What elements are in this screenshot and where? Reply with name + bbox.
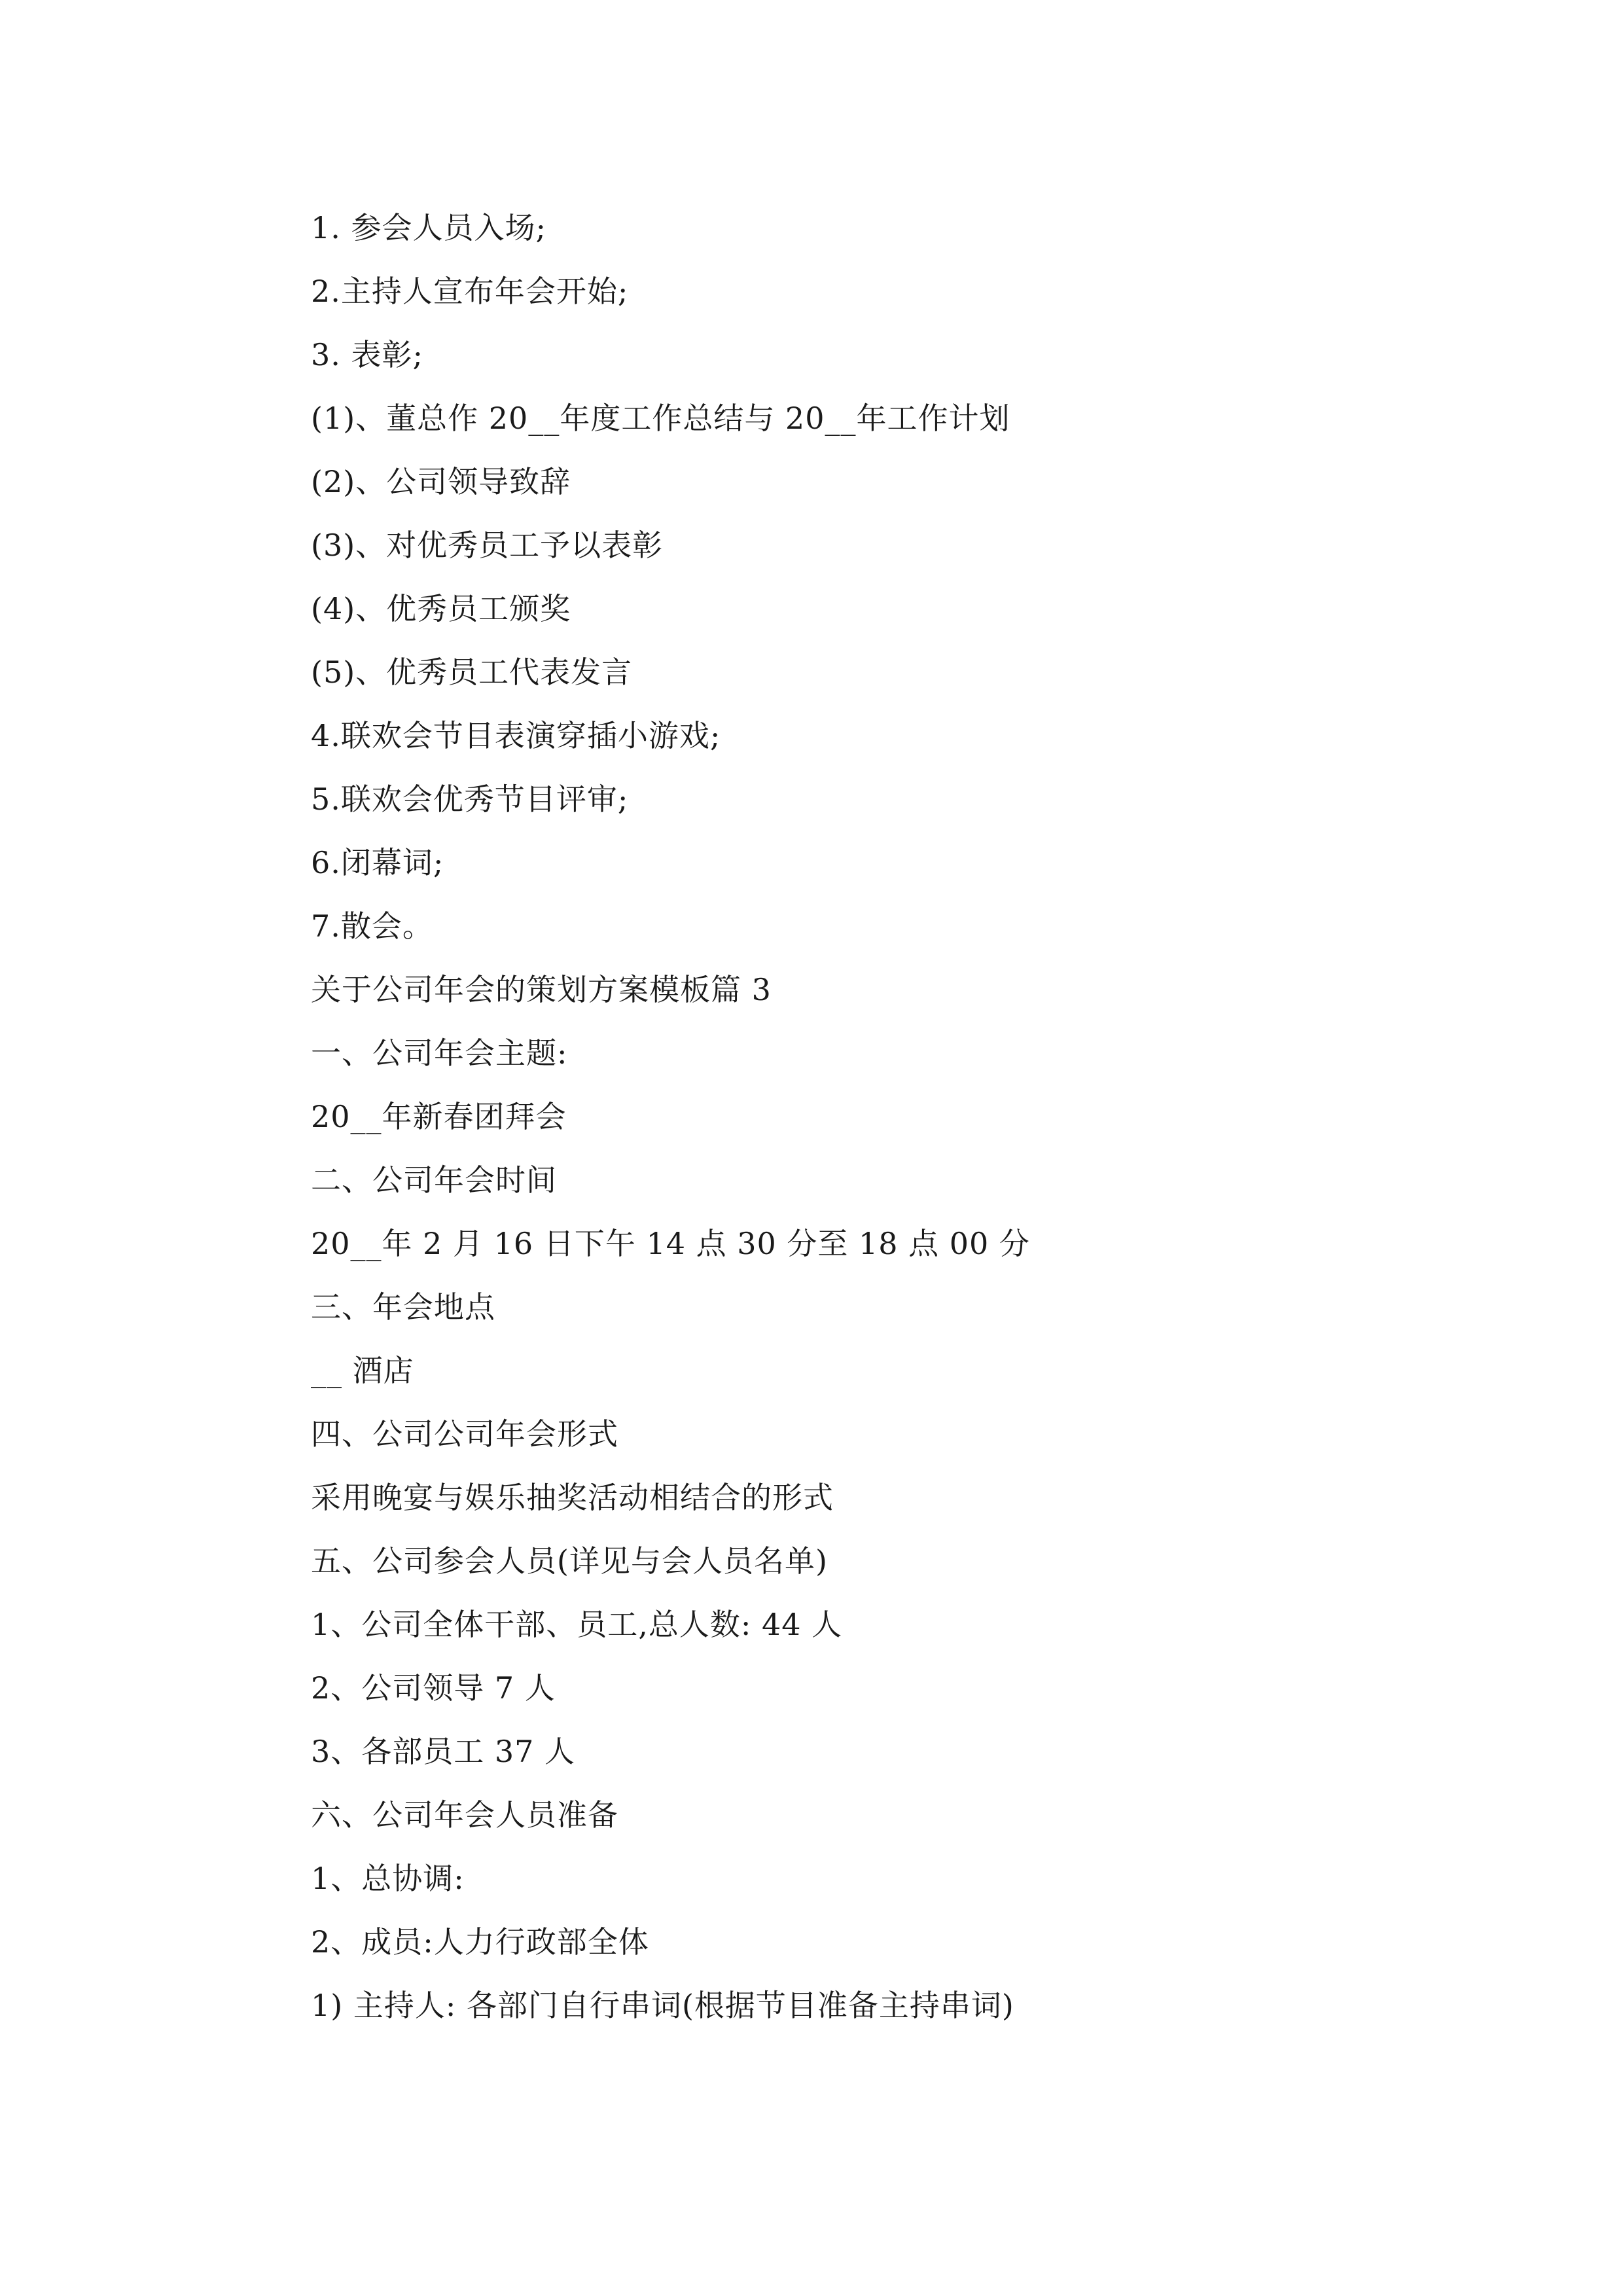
- time-text: 20__年 2 月 16 日下午 14 点 30 分至 18 点 00 分: [311, 1226, 1030, 1261]
- heading-format: 四、公司公司年会形式: [311, 1416, 618, 1452]
- heading-time: 二、公司年会时间: [311, 1162, 557, 1198]
- heading-staffing: 六、公司年会人员准备: [311, 1797, 618, 1833]
- agenda-subitem-5: (5)、优秀员工代表发言: [311, 655, 633, 690]
- agenda-item-2: 2.主持人宣布年会开始;: [311, 274, 629, 309]
- heading-theme: 一、公司年会主题:: [311, 1035, 568, 1071]
- section-title: 关于公司年会的策划方案模板篇 3: [311, 972, 772, 1007]
- theme-text: 20__年新春团拜会: [311, 1099, 567, 1134]
- heading-attendees: 五、公司参会人员(详见与会人员名单): [311, 1543, 828, 1579]
- attendees-staff: 3、各部员工 37 人: [311, 1734, 576, 1769]
- agenda-subitem-3: (3)、对优秀员工予以表彰: [311, 528, 664, 563]
- format-text: 采用晚宴与娱乐抽奖活动相结合的形式: [311, 1480, 834, 1515]
- agenda-item-7: 7.散会。: [311, 908, 433, 944]
- agenda-item-5: 5.联欢会优秀节目评审;: [311, 781, 629, 817]
- attendees-leaders: 2、公司领导 7 人: [311, 1670, 556, 1706]
- staffing-coordinator: 1、总协调:: [311, 1861, 465, 1896]
- agenda-subitem-4: (4)、优秀员工颁奖: [311, 591, 571, 626]
- agenda-subitem-2: (2)、公司领导致辞: [311, 464, 571, 499]
- staffing-host: 1) 主持人: 各部门自行串词(根据节目准备主持串词): [311, 1988, 1014, 2023]
- document-body: [311, 200, 1332, 2041]
- agenda-item-3: 3. 表彰;: [311, 337, 424, 372]
- agenda-item-4: 4.联欢会节目表演穿插小游戏;: [311, 718, 721, 753]
- agenda-subitem-1: (1)、董总作 20__年度工作总结与 20__年工作计划: [311, 401, 1010, 436]
- agenda-item-6: 6.闭幕词;: [311, 845, 444, 880]
- staffing-members: 2、成员:人力行政部全体: [311, 1924, 649, 1960]
- agenda-item-1: 1. 参会人员入场;: [311, 210, 547, 245]
- attendees-total: 1、公司全体干部、员工,总人数: 44 人: [311, 1607, 843, 1642]
- heading-location: 三、年会地点: [311, 1289, 495, 1325]
- location-text: __ 酒店: [311, 1353, 414, 1388]
